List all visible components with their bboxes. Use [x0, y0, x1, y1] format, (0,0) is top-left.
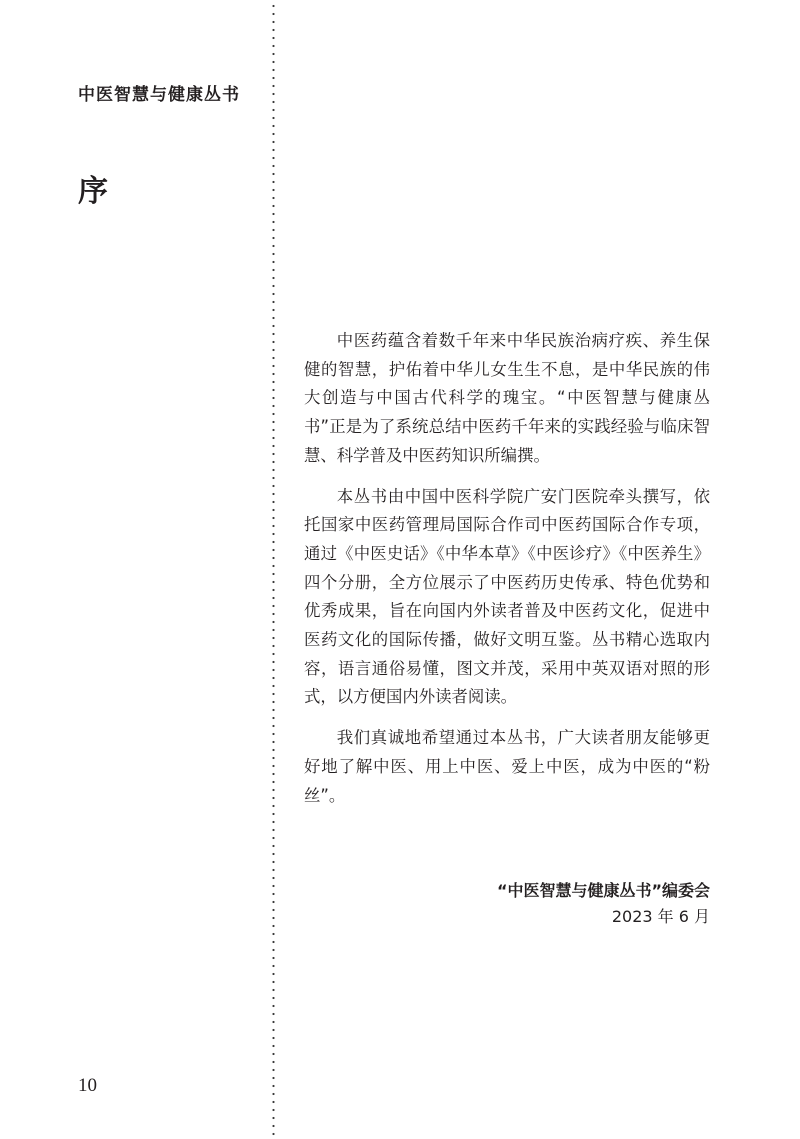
editorial-committee: “中医智慧与健康丛书”编委会 — [496, 881, 710, 900]
series-title: 中医智慧与健康丛书 — [78, 85, 240, 105]
dotted-divider — [272, 0, 275, 1139]
page-number: 10 — [78, 1075, 97, 1096]
paragraph: 中医药蕴含着数千年来中华民族治病疗疾、养生保健的智慧，护佑着中华儿女生生不息，是中华民族的伟大创造与中国古代科学的瑰宝。“中医智慧与健康丛书”正是为了系统总结中医药千年来的实践经验与临床智慧、科学普及中医药知识所编撰。 — [304, 331, 710, 465]
paragraph: 本丛书由中国中医科学院广安门医院牵头撰写，依托国家中医药管理局国际合作司中医药国际合作专项，通过《中医史话》《中华本草》《中医诊疗》《中医养生》四个分册，全方位展示了中医药历史传承、特色优势和优秀成果，旨在向国内外读者普及中医药文化，促进中医药文化的国际传播，做好文明互鉴。丛书精心选取内容，语言通俗易懂，图文并茂，采用中英双语对照的形式，以方便国内外读者阅读。 — [304, 486, 710, 707]
signature-date: 2023 年 6 月 — [611, 907, 710, 926]
preface-body — [304, 327, 710, 822]
page-title: 序 — [78, 174, 108, 209]
paragraph: 我们真诚地希望通过本丛书，广大读者朋友能够更好地了解中医、用上中医、爱上中医，成为中医的“粉丝”。 — [304, 728, 710, 805]
signature-block — [304, 878, 710, 930]
